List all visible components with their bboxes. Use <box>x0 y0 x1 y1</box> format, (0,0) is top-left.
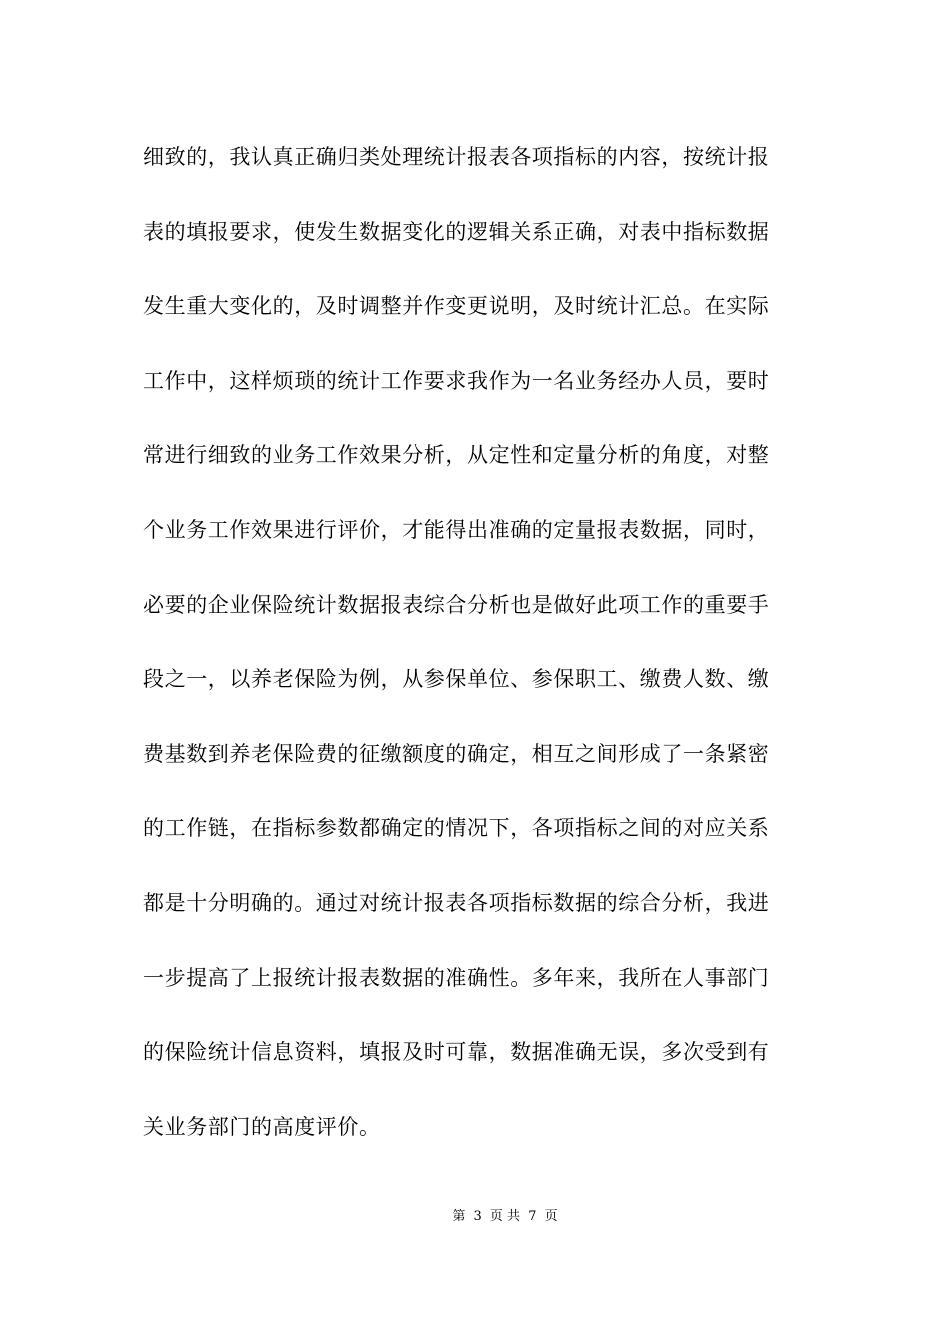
text-line: 表的填报要求，使发生数据变化的逻辑关系正确，对表中指标数据 <box>143 219 770 244</box>
text-line: 关业务部门的高度评价。 <box>143 1114 381 1139</box>
text-line: 发生重大变化的，及时调整并作变更说明，及时统计汇总。在实际 <box>143 294 770 319</box>
text-line: 都是十分明确的。通过对统计报表各项指标数据的综合分析，我进 <box>143 890 770 915</box>
text-line: 细致的，我认真正确归类处理统计报表各项指标的内容，按统计报 <box>143 145 770 169</box>
footer-total-pages: 7 <box>528 1209 537 1224</box>
text-line: 一步提高了上报统计报表数据的准确性。多年来，我所在人事部门 <box>143 965 770 990</box>
text-line: 个业务工作效果进行评价，才能得出准确的定量报表数据，同时， <box>143 517 770 542</box>
text-line: 必要的企业保险统计数据报表综合分析也是做好此项工作的重要手 <box>143 592 770 617</box>
body-text <box>143 135 823 1179</box>
footer-prefix: 第 <box>452 1209 466 1224</box>
footer-page-number: 3 <box>473 1209 482 1224</box>
text-line: 段之一，以养老保险为例，从参保单位、参保职工、缴费人数、缴 <box>143 667 770 692</box>
footer-suffix: 页 <box>544 1209 558 1224</box>
text-line: 工作中，这样烦琐的统计工作要求我作为一名业务经办人员，要时 <box>143 368 770 393</box>
text-line: 的工作链，在指标参数都确定的情况下，各项指标之间的对应关系 <box>143 816 770 841</box>
text-line: 常进行细致的业务工作效果分析，从定性和定量分析的角度，对整 <box>143 443 770 468</box>
footer-middle: 页 共 <box>489 1209 521 1224</box>
text-line: 的保险统计信息资料，填报及时可靠，数据准确无误，多次受到有 <box>143 1040 770 1065</box>
text-line: 费基数到养老保险费的征缴额度的确定，相互之间形成了一条紧密 <box>143 741 770 766</box>
page-number-footer <box>0 1207 950 1227</box>
